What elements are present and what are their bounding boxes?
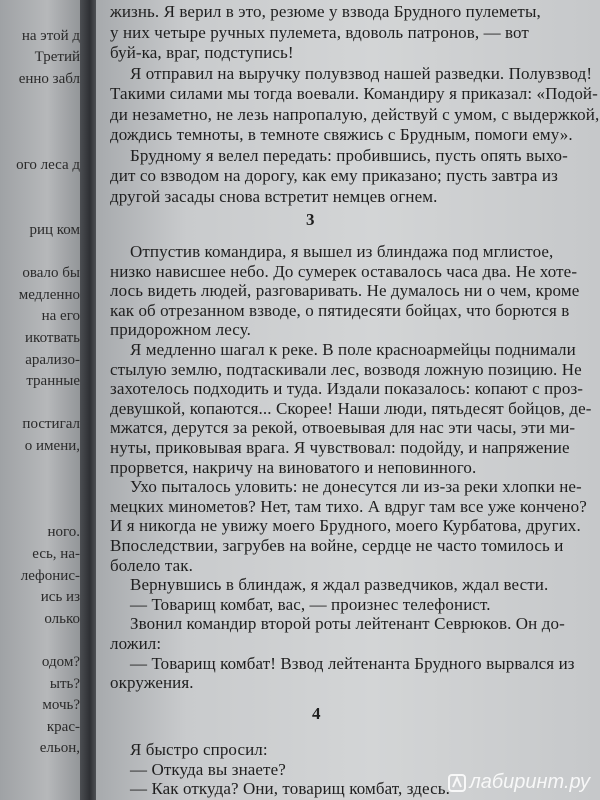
- text-line: прорвется, накричу на виноватого и неповинного.: [110, 457, 477, 477]
- left-page-line: риц ком: [29, 222, 80, 238]
- text-line: Впоследствии, загрубев на войне, сердце не часто томилось и: [110, 536, 564, 555]
- text-line: — Как откуда? Они, товарищ комбат, здесь.: [130, 779, 450, 798]
- text-line: Вернувшись в блиндаж, я ждал разведчиков, ждал вести.: [130, 575, 549, 595]
- text-line: — Откуда вы знаете?: [130, 759, 286, 779]
- text-line: другой засады снова встретит немцев огнем.: [110, 186, 438, 206]
- left-page-line: медленно: [18, 286, 80, 303]
- left-page-line: енно забл: [18, 70, 80, 87]
- text-line: захотелось подходить и туда. Издали показалось: копают с проз-: [110, 379, 584, 399]
- text-line: у них четыре ручных пулемета, вдоволь патронов, — вот: [110, 22, 529, 42]
- left-page-line: ого леса д: [16, 157, 80, 174]
- watermark-text: лабиринт.ру: [469, 771, 590, 793]
- left-page-line: арализо-: [25, 351, 80, 368]
- left-page-line: ись из: [40, 589, 80, 606]
- left-page-line: крас-: [46, 718, 80, 735]
- left-page-line: олько: [44, 610, 80, 627]
- text-line: Такими силами мы тогда воевали. Командиру я приказал: «Подой-: [110, 84, 598, 103]
- section-3-heading: 3: [306, 210, 315, 229]
- text-line: девушкой, копаются... Скорее! Наши люди, пятьдесят бойцов, де-: [110, 398, 592, 418]
- text-line: дит со взводом на дорогу, как ему приказано; пусть завтра из: [110, 166, 558, 185]
- left-page-line: на его: [41, 308, 80, 325]
- left-page-line: мочь?: [42, 697, 80, 714]
- text-line: ложил:: [110, 634, 162, 653]
- left-page-line: постигал: [22, 416, 80, 433]
- text-line: болело так.: [110, 555, 193, 575]
- labirint-logo-icon: [448, 774, 466, 792]
- text-line: окружения.: [110, 673, 194, 693]
- text-line: Я быстро спросил:: [130, 740, 268, 759]
- text-line: Брудному я велел передать: пробившись, пусть опять выхо-: [130, 145, 568, 165]
- left-page-line: ельон,: [39, 740, 80, 757]
- text-line: как об отрезанном взводе, о пятидесяти бойцах, что борются в: [110, 300, 570, 320]
- text-line: мецких минометов? Нет, там тихо. А вдруг там все уже кончено?: [110, 496, 587, 516]
- text-line: стылую землю, подтаскивали лес, возводя ложную позицию. Не: [110, 359, 582, 379]
- left-page-line: есь, на-: [32, 546, 80, 562]
- text-line: придорожном лесу.: [110, 320, 251, 340]
- left-page-line: Третий: [34, 49, 80, 66]
- text-line: — Товарищ комбат! Взвод лейтенанта Брудного вырвался из: [130, 653, 575, 673]
- watermark: [448, 771, 590, 794]
- text-line: буй-ка, враг, подступись!: [110, 43, 294, 62]
- section-4-heading: 4: [312, 704, 321, 723]
- text-line: Я медленно шагал к реке. В поле красноармейцы поднимали: [130, 340, 576, 359]
- left-page-line: о имени,: [24, 438, 80, 454]
- text-line: мжатся, дерутся за рекой, отвоевывая для нас эти часы, эти ми-: [110, 418, 576, 438]
- left-page-line: лефонис-: [20, 567, 80, 584]
- main-page: [96, 0, 600, 800]
- text-line: Я отправил на выручку полувзвод нашей разведки. Полувзвод!: [130, 63, 593, 83]
- text-line: Ухо пыталось уловить: не донесутся ли из-за реки хлопки не-: [130, 477, 582, 497]
- text-line: низко нависшее небо. До сумерек оставалось часа два. Не хоте-: [110, 261, 578, 281]
- left-page-line: овало бы: [22, 265, 80, 282]
- left-page-line: одом?: [41, 654, 80, 670]
- left-page-line: ного.: [47, 524, 80, 541]
- text-line: нуты, приковывая врага. Я чувствовал: подойду, и напряжение: [110, 438, 570, 457]
- text-line: Звонил командир второй роты лейтенант Севрюков. Он до-: [130, 614, 565, 634]
- text-line: ди незаметно, не лезь напропалую, действуй с умом, с выдержкой,: [110, 104, 600, 124]
- left-page-line: ыть?: [49, 675, 80, 692]
- text-line: лось видеть людей, разговаривать. Не думалось ни о чем, кроме: [110, 281, 580, 301]
- text-line: Отпустив командира, я вышел из блиндажа под мглистое,: [130, 242, 554, 261]
- left-page-line: транные: [26, 373, 80, 390]
- text-line: — Товарищ комбат, вас, — произнес телефонист.: [130, 594, 491, 614]
- left-page-fragment: [0, 0, 86, 800]
- text-line: дождись темноты, в темноте свяжись с Брудным, помоги ему».: [110, 125, 573, 144]
- text-line: И я никогда не увижу моего Брудного, моего Курбатова, других.: [110, 516, 581, 536]
- left-page-line: на этой д: [21, 27, 80, 44]
- left-page-line: икотвать: [25, 330, 80, 346]
- text-line: жизнь. Я верил в это, резюме у взвода Брудного пулеметы,: [110, 2, 541, 21]
